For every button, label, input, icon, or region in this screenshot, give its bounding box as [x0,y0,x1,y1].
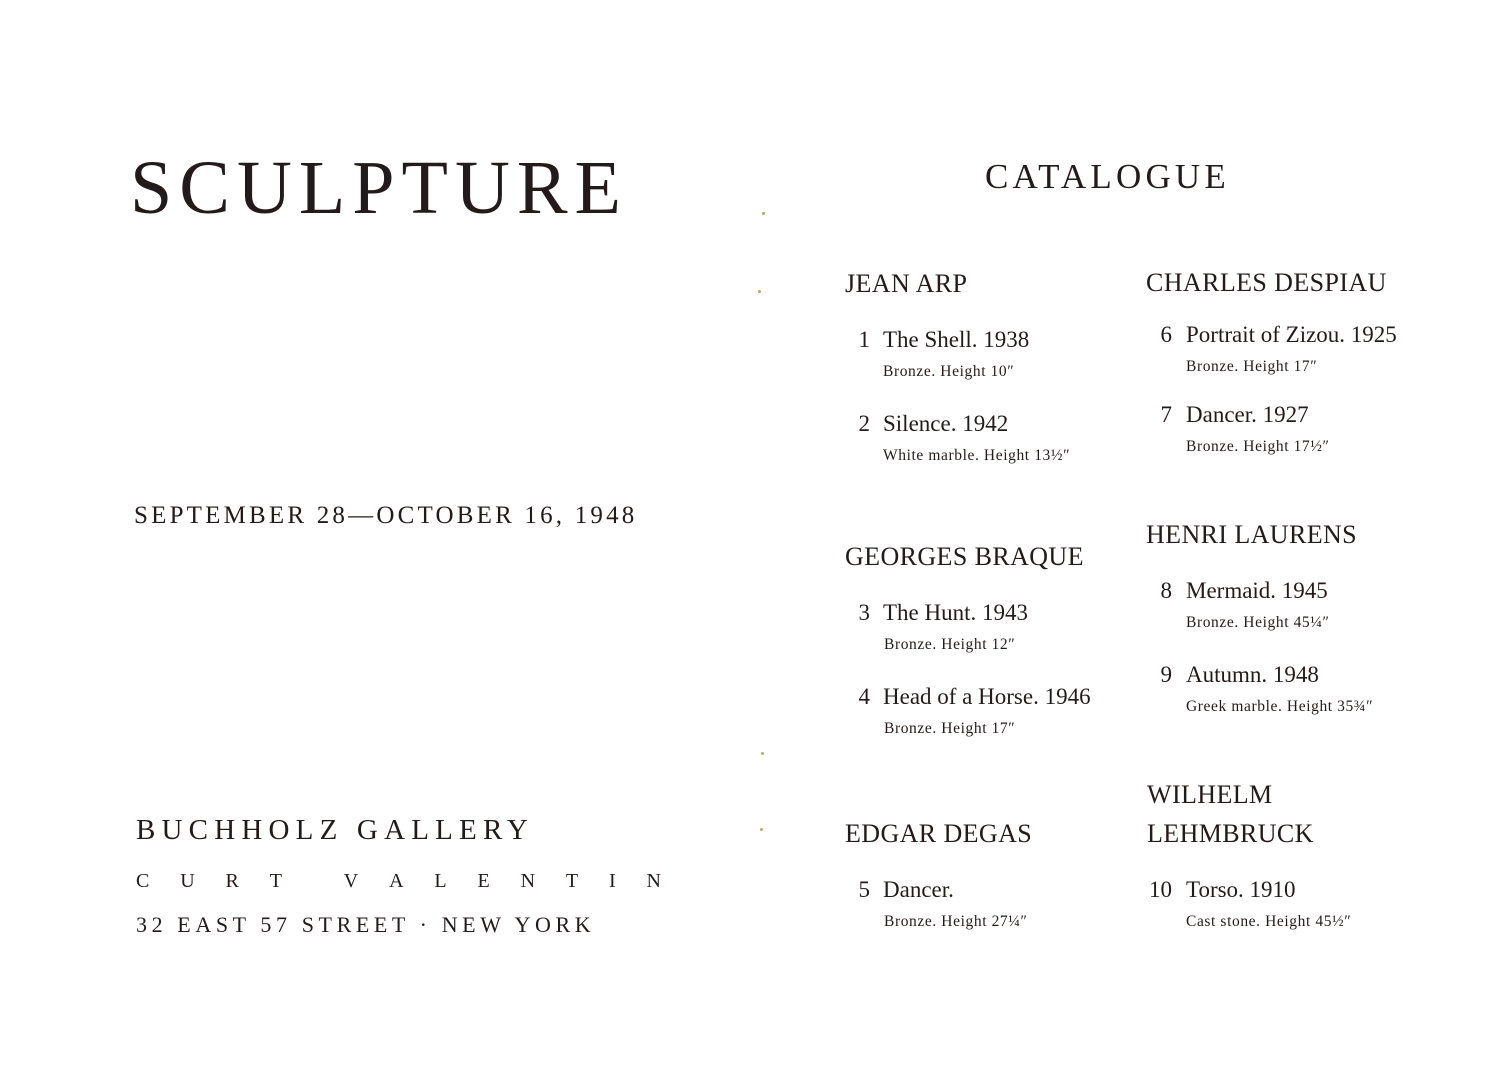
work-title: Portrait of Zizou. 1925 [1186,322,1397,347]
director-letter: I [609,870,616,892]
work-title: Head of a Horse. 1946 [883,684,1091,709]
work-title: Mermaid. 1945 [1186,578,1328,603]
gallery-director [136,870,661,893]
work-title: The Hunt. 1943 [883,600,1029,625]
work-number: 3 [858,600,870,625]
work-title: Dancer. 1927 [1186,402,1309,427]
director-letter: C [136,870,150,892]
work-number: 4 [858,684,870,709]
paper-speck [762,212,765,215]
director-letter: U [180,870,195,892]
work-details: Bronze. Height 17″ [884,720,1016,737]
artist-name: EDGAR DEGAS [845,819,1033,848]
exhibition-title: SCULPTURE [130,146,628,230]
artist-name: GEORGES BRAQUE [845,542,1084,571]
artist-name: CHARLES DESPIAU [1146,268,1387,297]
work-details: Bronze. Height 17½″ [1186,438,1330,455]
gallery-name: BUCHHOLZ GALLERY [136,814,535,846]
director-letter: N [520,870,536,892]
work-details: Bronze. Height 12″ [884,636,1016,653]
work-number: 6 [1160,322,1172,347]
work-details: Bronze. Height 45¼″ [1186,614,1330,631]
work-number: 10 [1149,877,1172,902]
director-letter: T [269,870,282,892]
work-title: The Shell. 1938 [883,327,1030,352]
work-title: Silence. 1942 [883,411,1009,436]
work-title: Torso. 1910 [1186,877,1296,902]
paper-speck [761,752,764,755]
work-title: Autumn. 1948 [1186,662,1319,687]
artist-name: JEAN ARP [845,269,968,298]
exhibition-dates: SEPTEMBER 28—OCTOBER 16, 1948 [134,502,638,529]
work-details: White marble. Height 13½″ [883,447,1071,464]
paper-speck [758,290,761,293]
artist-name-line2: LEHMBRUCK [1147,819,1314,848]
work-details: Greek marble. Height 35¾″ [1186,698,1374,715]
director-letter: V [343,870,359,892]
artist-name: HENRI LAURENS [1146,520,1358,549]
director-letter: E [477,870,490,892]
catalogue-title: CATALOGUE [985,157,1230,196]
director-letter: N [646,870,661,892]
paper-speck [760,828,763,831]
work-number: 9 [1160,662,1172,687]
work-details: Bronze. Height 27¼″ [884,913,1028,930]
gallery-address: 32 EAST 57 STREET · NEW YORK [136,912,596,937]
work-details: Bronze. Height 10″ [883,363,1015,380]
work-title: Dancer. [883,877,954,902]
work-number: 7 [1160,402,1172,427]
director-letter: R [225,870,239,892]
work-number: 2 [858,411,870,436]
director-letter: T [565,870,579,892]
work-number: 5 [858,877,870,902]
work-details: Cast stone. Height 45½″ [1186,913,1352,930]
work-details: Bronze. Height 17″ [1186,358,1318,375]
director-letter: A [389,870,404,892]
director-letter: L [434,870,447,892]
work-number: 8 [1160,578,1172,603]
artist-name-line1: WILHELM [1147,780,1273,809]
work-number: 1 [858,327,870,352]
